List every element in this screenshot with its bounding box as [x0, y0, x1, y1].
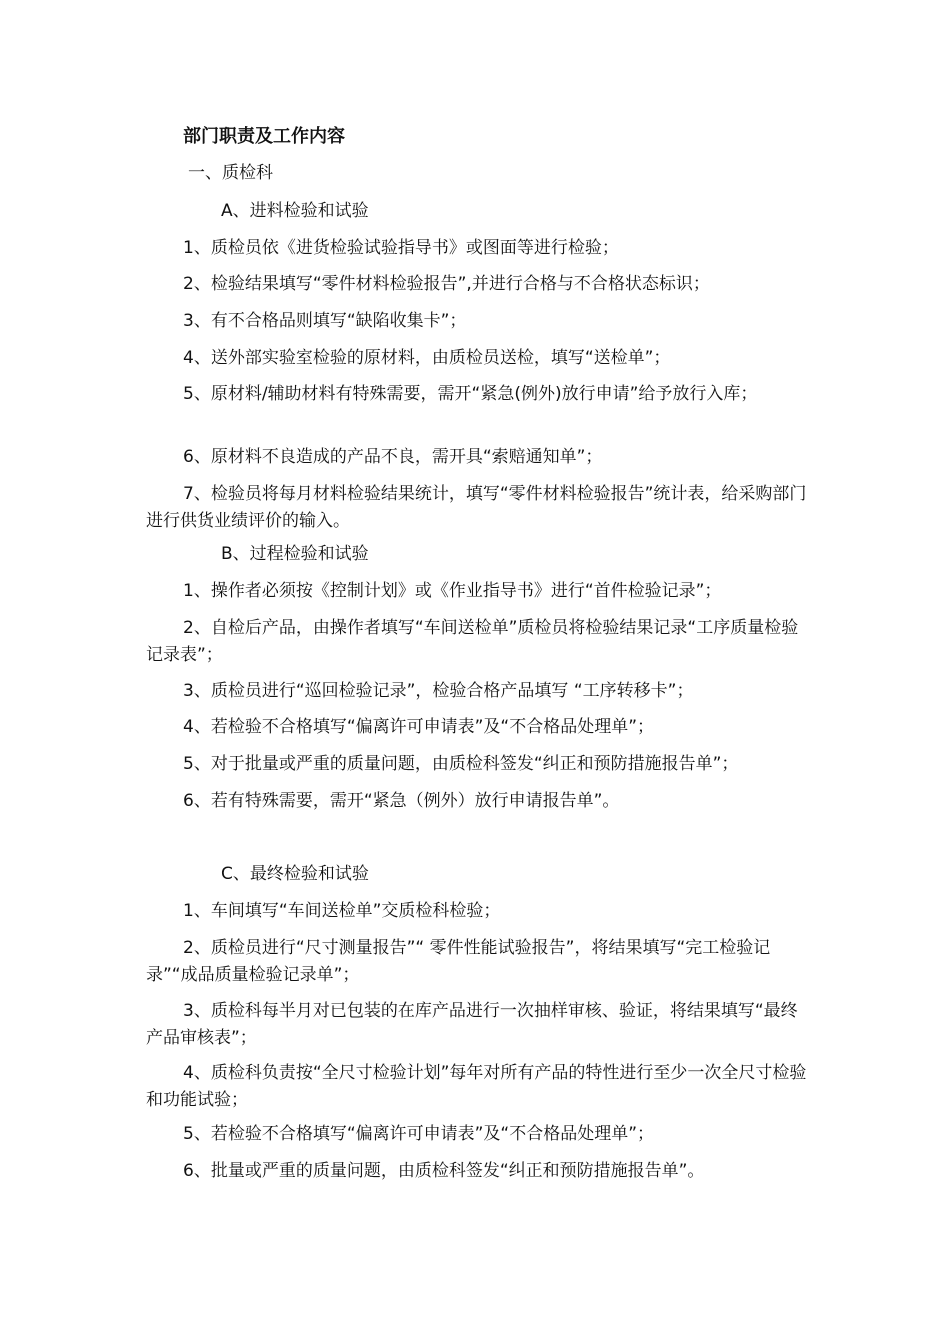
section-a-item-1: 1、质检员依《进货检验试验指导书》或图面等进行检验；: [183, 238, 619, 258]
department-heading: 一、质检科: [188, 163, 273, 183]
section-a-item-5: 5、原材料/辅助材料有特殊需要，需开“紧急(例外)放行申请”给予放行入库；: [183, 384, 758, 404]
section-a-item-4: 4、送外部实验室检验的原材料，由质检员送检，填写“送检单”；: [183, 348, 671, 368]
section-a-heading: A、进料检验和试验: [221, 201, 369, 221]
section-c-item-2: 2、质检员进行“尺寸测量报告”“ 零件性能试验报告”，将结果填写“完工检验记录”“成品质量检验记录单”；: [146, 938, 771, 985]
document-title: 部门职责及工作内容: [183, 126, 345, 147]
section-a-item-2: 2、检验结果填写“零件材料检验报告”,并进行合格与不合格状态标识；: [183, 274, 710, 294]
section-c-item-1: 1、车间填写“车间送检单”交质检科检验；: [183, 901, 501, 921]
section-b-heading: B、过程检验和试验: [221, 544, 369, 564]
section-b-item-3: 3、质检员进行“巡回检验记录”，检验合格产品填写 “工序转移卡”；: [183, 681, 694, 701]
section-b-item-5: 5、对于批量或严重的质量问题，由质检科签发“纠正和预防措施报告单”；: [183, 754, 739, 774]
section-a-item-7: 7、检验员将每月材料检验结果统计，填写“零件材料检验报告”统计表，给采购部门进行供货业绩评价的输入。: [146, 484, 807, 531]
section-c-item-5: 5、若检验不合格填写“偏离许可申请表”及“不合格品处理单”；: [183, 1124, 655, 1144]
section-c-heading: C、最终检验和试验: [221, 864, 369, 884]
section-b-item-2: 2、自检后产品，由操作者填写“车间送检单”质检员将检验结果记录“工序质量检验记录表”；: [146, 618, 799, 665]
section-b-item-6: 6、若有特殊需要，需开“紧急（例外）放行申请报告单”。: [183, 791, 620, 811]
section-c-item-3: 3、质检科每半月对已包装的在库产品进行一次抽样审核、验证，将结果填写“最终产品审核表”；: [146, 1001, 798, 1048]
section-c-item-6: 6、批量或严重的质量问题，由质检科签发“纠正和预防措施报告单”。: [183, 1161, 705, 1181]
section-a-item-3: 3、有不合格品则填写“缺陷收集卡”；: [183, 311, 467, 331]
section-a-item-6: 6、原材料不良造成的产品不良，需开具“索赔通知单”；: [183, 447, 603, 467]
section-c-item-4: 4、质检科负责按“全尺寸检验计划”每年对所有产品的特性进行至少一次全尺寸检验和功能试验；: [146, 1063, 807, 1110]
section-b-item-4: 4、若检验不合格填写“偏离许可申请表”及“不合格品处理单”；: [183, 717, 655, 737]
section-b-item-1: 1、操作者必须按《控制计划》或《作业指导书》进行“首件检验记录”；: [183, 581, 722, 601]
